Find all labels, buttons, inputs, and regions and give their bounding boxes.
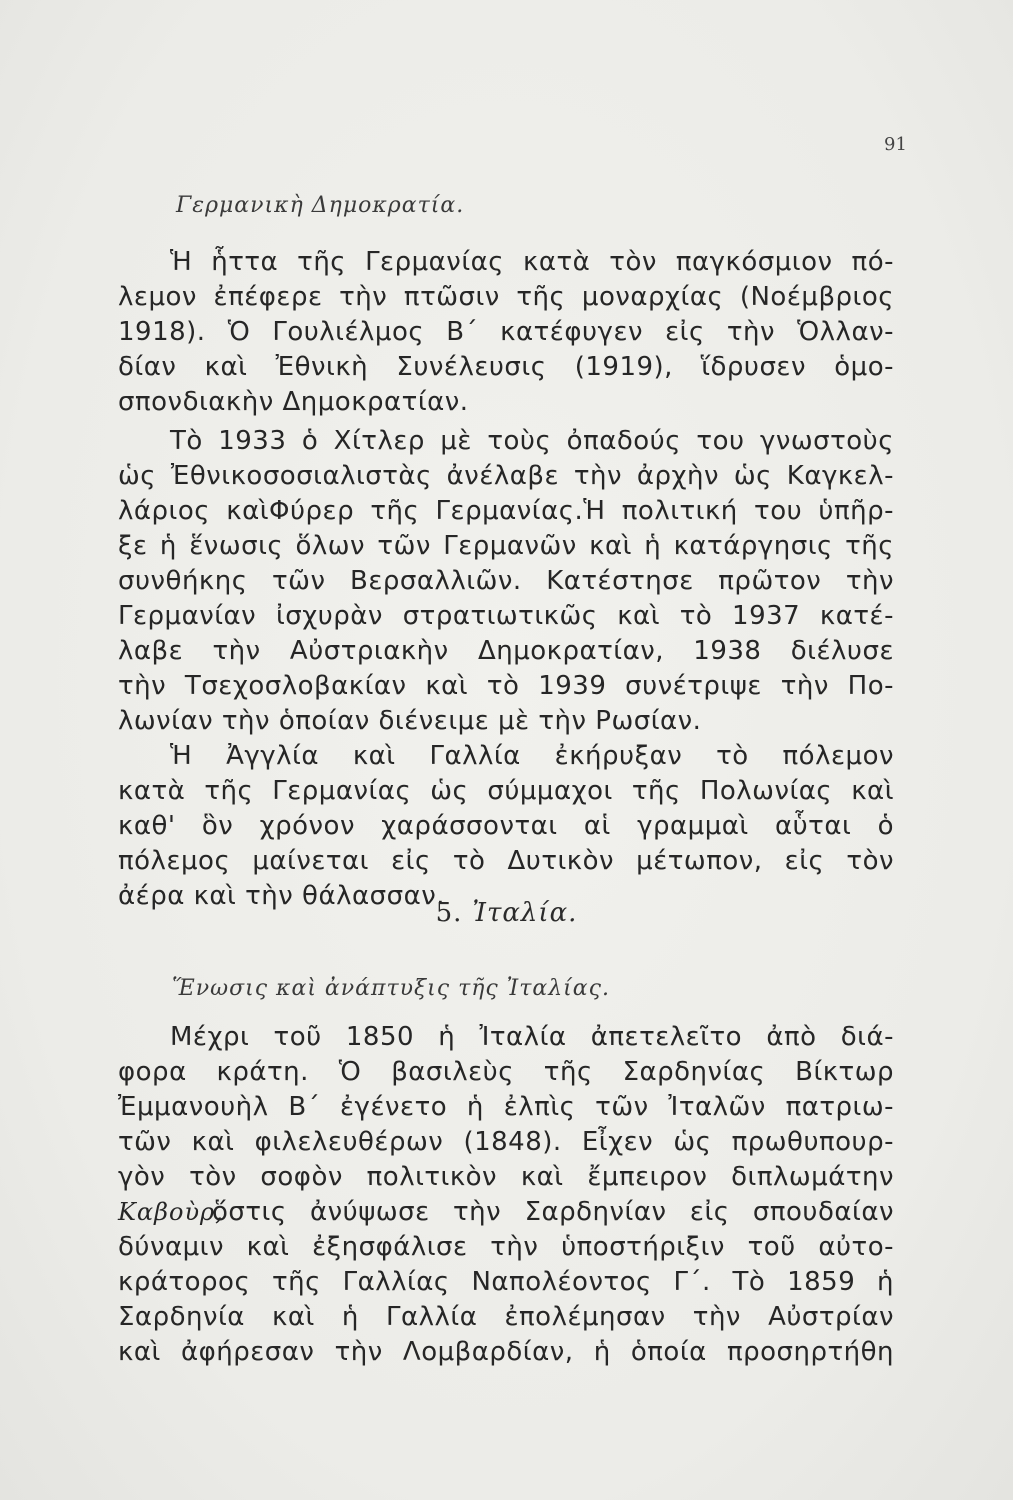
text-line: ὅστις ἀνύψωσε τὴν Σαρδηνίαν εἰς σπουδαίαν <box>212 1197 894 1227</box>
text-line: σπονδιακὴν Δημοκρατίαν. <box>118 387 469 417</box>
text-line: ἀέρα καὶ τὴν θάλασσαν. <box>118 881 445 911</box>
text-line: Γερμανίαν ἰσχυρὰν στρατιωτικῶς καὶ τὸ 1937 κατέ- <box>118 601 894 631</box>
text-line: συνθήκης τῶν Βερσαλλιῶν. Κατέστησε πρῶτον τὴν <box>118 566 894 596</box>
text-line: Ἡ Ἀγγλία καὶ Γαλλία ἐκήρυξαν τὸ πόλεμον <box>170 741 894 771</box>
text-line: Ἐμμανουὴλ Β΄ ἐγένετο ἡ ἐλπὶς τῶν Ἰταλῶν πατριω- <box>118 1092 894 1122</box>
page-number: 91 <box>884 134 907 155</box>
text-line: καὶ ἀφήρεσαν τὴν Λομβαρδίαν, ἡ ὁποία προσηρτήθη <box>118 1337 894 1367</box>
text-line: λαβε τὴν Αὐστριακὴν Δημοκρατίαν, 1938 διέλυσε <box>118 636 894 666</box>
text-line: γὸν τὸν σοφὸν πολιτικὸν καὶ ἔμπειρον διπλωμάτην <box>118 1162 894 1192</box>
text-line: δίαν καὶ Ἐθνικὴ Συνέλευσις (1919), ἵδρυσεν ὁμο- <box>118 352 894 382</box>
text-line: φορα κράτη. Ὁ βασιλεὺς τῆς Σαρδηνίας Βίκτωρ <box>118 1057 894 1087</box>
text-line: καθ' ὃν χρόνον χαράσσονται αἱ γραμμαὶ αὗται ὁ <box>118 811 894 841</box>
text-line: τῶν καὶ φιλελευθέρων (1848). Εἶχεν ὡς πρωθυπουρ- <box>118 1127 894 1157</box>
text-line: δύναμιν καὶ ἐξησφάλισε τὴν ὑποστήριξιν τοῦ αὐτο- <box>118 1232 894 1262</box>
text-line: Τὸ 1933 ὁ Χίτλερ μὲ τοὺς ὀπαδούς του γνωστοὺς <box>170 426 894 456</box>
subheading-italy-unification: Ἕνωσις καὶ ἀνάπτυξις τῆς Ἰταλίας. <box>172 976 610 1001</box>
subheading-german-republic: Γερμανικὴ Δημοκρατία. <box>176 193 465 218</box>
text-line: λάριος καὶΦύρερ τῆς Γερμανίας.Ἡ πολιτική του ὑπῆρ- <box>118 496 894 526</box>
text-line: κατὰ τῆς Γερμανίας ὡς σύμμαχοι τῆς Πολωνίας καὶ <box>118 776 894 806</box>
section-number: 5. <box>435 898 463 928</box>
text-line: 1918). Ὁ Γουλιέλμος Β΄ κατέφυγεν εἰς τὴν Ὁλλαν- <box>118 317 894 347</box>
text-line: Ἡ ἧττα τῆς Γερμανίας κατὰ τὸν παγκόσμιον πό- <box>170 247 894 277</box>
text-line: τὴν Τσεχοσλοβακίαν καὶ τὸ 1939 συνέτριψε τὴν Πο- <box>118 671 894 701</box>
text-line: κράτορος τῆς Γαλλίας Ναπολέοντος Γ΄. Τὸ 1859 ἡ <box>118 1267 894 1297</box>
italic-name-cavour: Καβοὺρ, <box>118 1198 224 1226</box>
text-line: Μέχρι τοῦ 1850 ἡ Ἰταλία ἀπετελεῖτο ἀπὸ διά- <box>170 1022 894 1052</box>
text-line: πόλεμος μαίνεται εἰς τὸ Δυτικὸν μέτωπον, εἰς τὸν <box>118 846 894 876</box>
text-line: ξε ἡ ἕνωσις ὅλων τῶν Γερμανῶν καὶ ἡ κατάργησις τῆς <box>118 531 894 561</box>
section-name: Ἰταλία. <box>472 898 578 928</box>
section-title <box>0 898 1013 928</box>
text-line: Σαρδηνία καὶ ἡ Γαλλία ἐπολέμησαν τὴν Αὐστρίαν <box>118 1302 894 1332</box>
text-line: λεμον ἐπέφερε τὴν πτῶσιν τῆς μοναρχίας (Νοέμβριος <box>118 282 894 312</box>
text-line: ὡς Ἐθνικοσοσιαλιστὰς ἀνέλαβε τὴν ἀρχὴν ὡς Καγκελ- <box>118 461 894 491</box>
text-line: λωνίαν τὴν ὁποίαν διένειμε μὲ τὴν Ρωσίαν. <box>118 706 702 736</box>
